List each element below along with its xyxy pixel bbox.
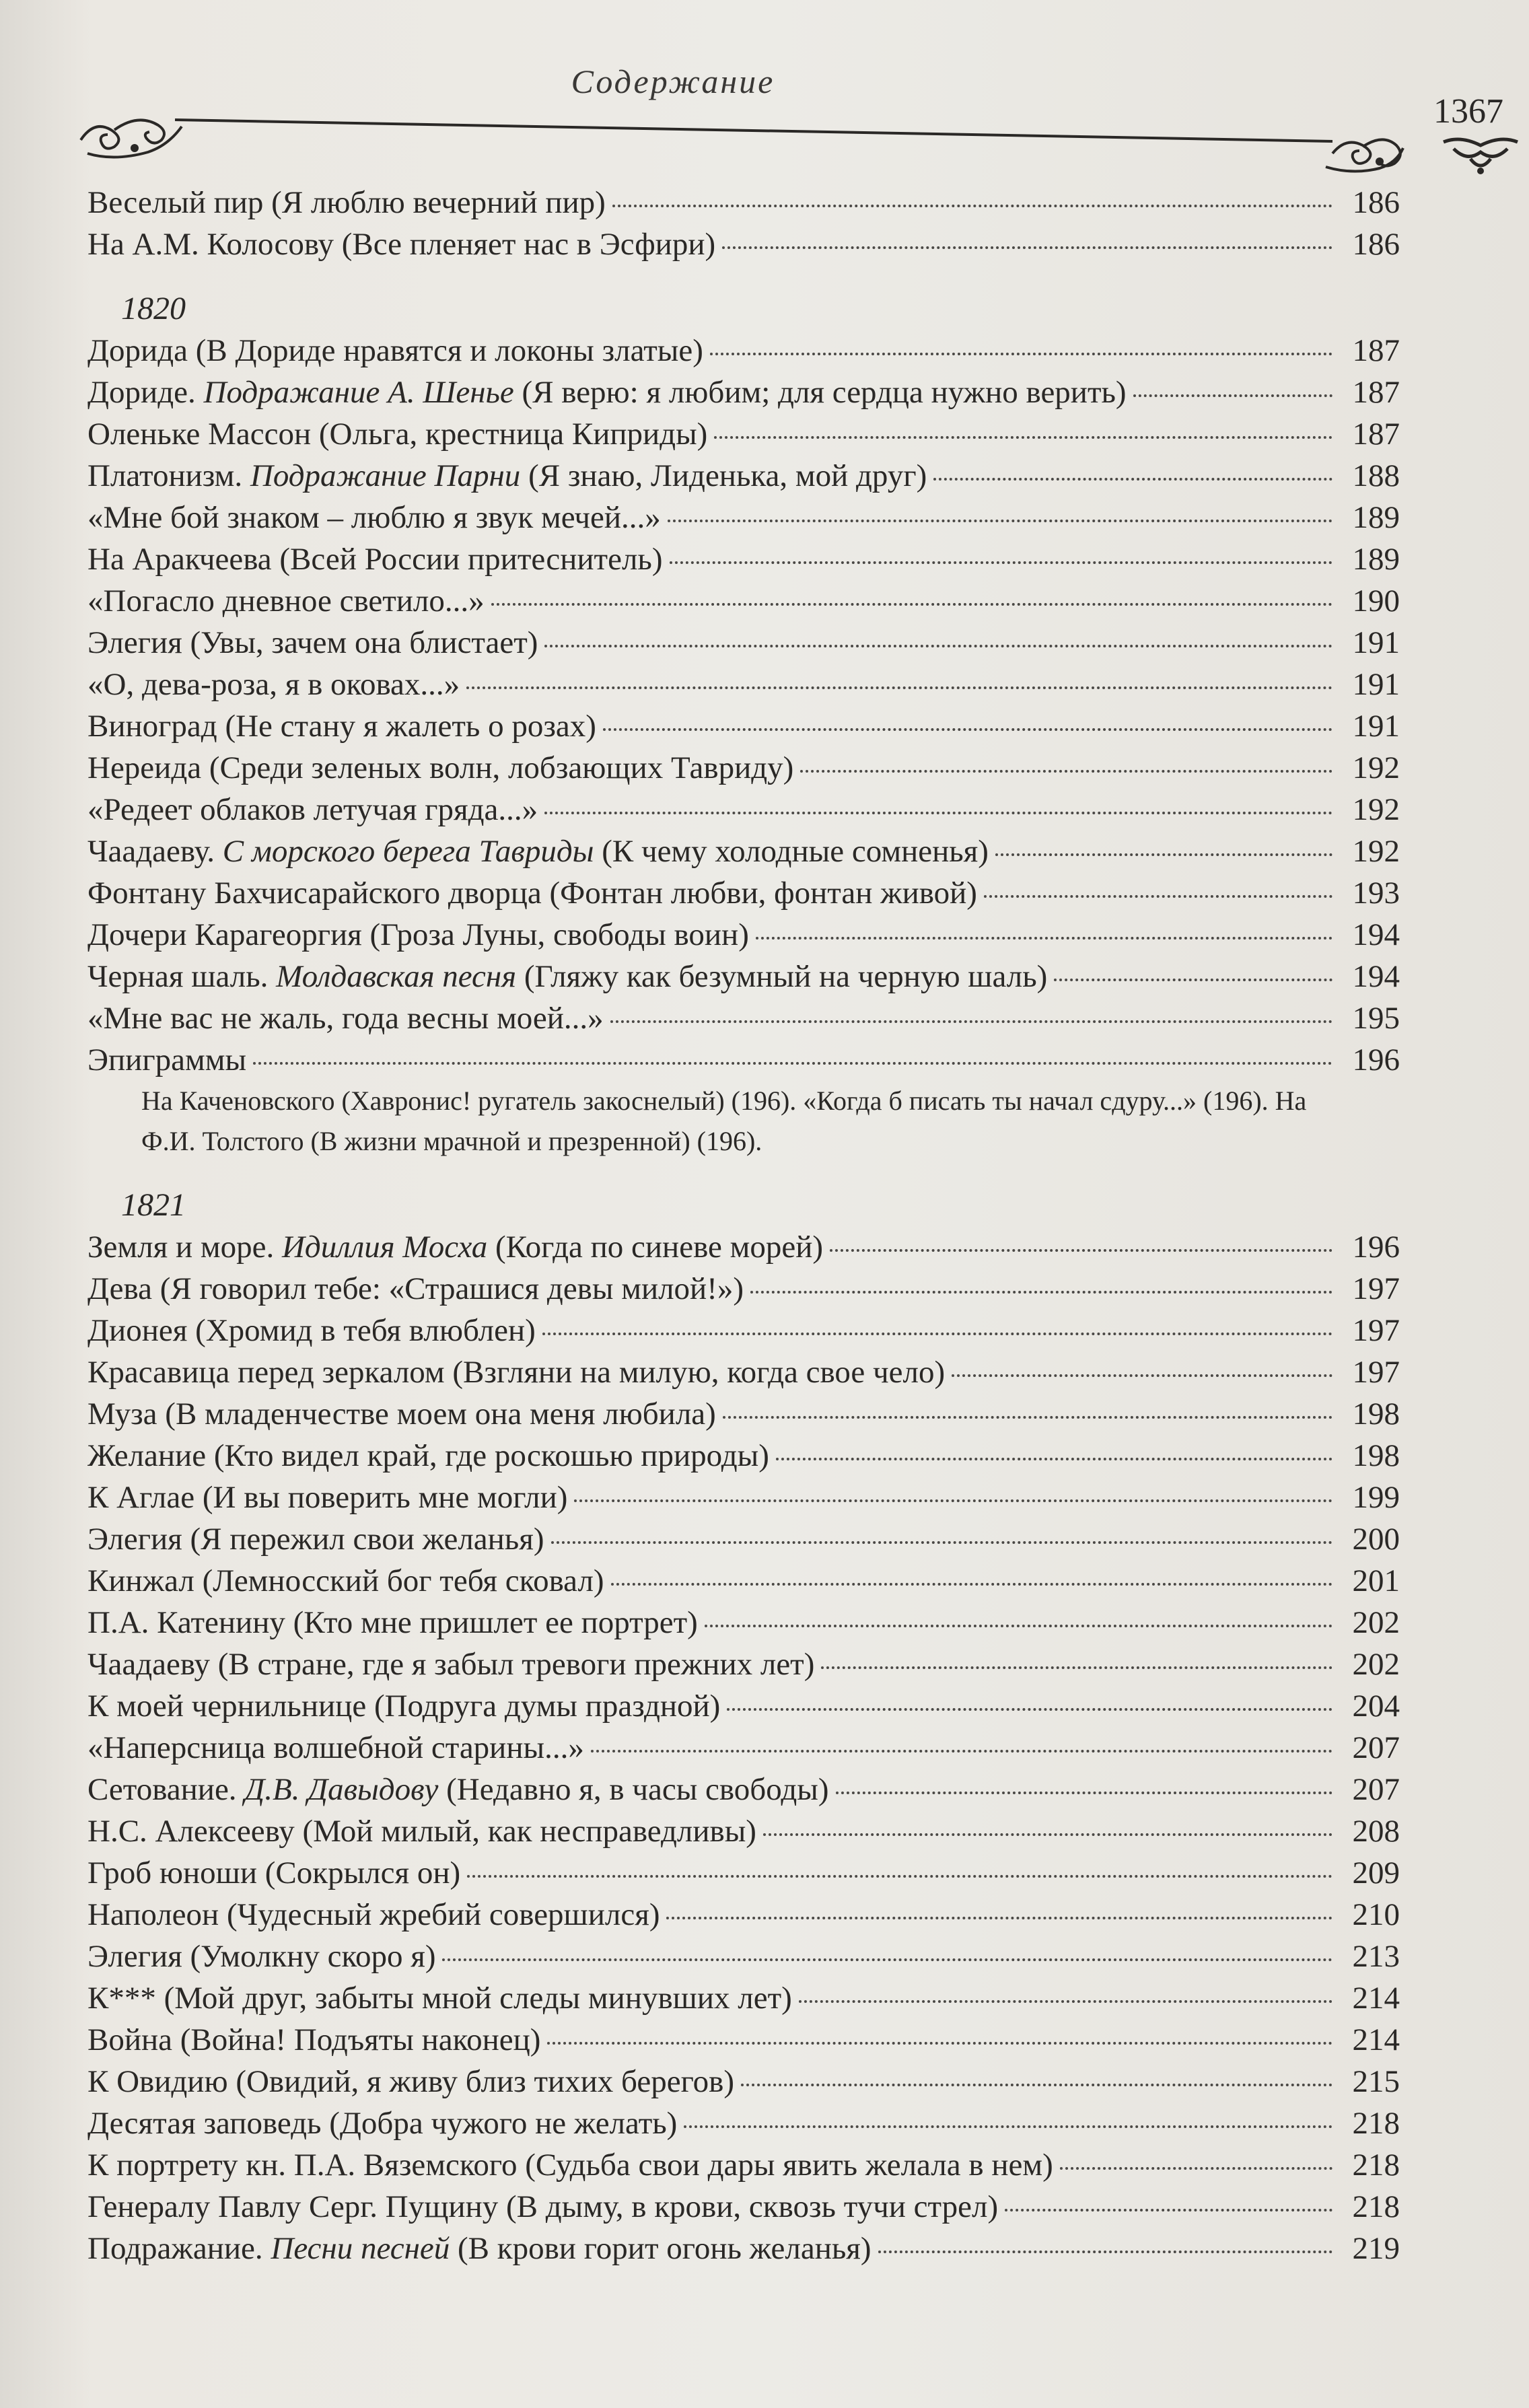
entry-name: К портрету кн. П.А. Вяземского — [87, 2148, 518, 2183]
dot-leader — [741, 2084, 1332, 2086]
dot-leader — [1054, 979, 1332, 981]
entry-page-number: 192 — [1352, 750, 1400, 785]
dot-leader — [836, 1792, 1333, 1794]
dot-leader — [933, 478, 1332, 481]
entry-page-number: 202 — [1352, 1647, 1400, 1682]
entry-page-number: 197 — [1352, 1355, 1400, 1390]
entry-page-number: 213 — [1352, 1939, 1400, 1974]
running-title: Содержание — [571, 63, 775, 100]
dot-leader — [542, 1333, 1332, 1335]
entry-first-line: (Война! Подъяты наконец) — [180, 2022, 541, 2057]
entry-name: Н.С. Алексееву — [87, 1814, 295, 1849]
dot-leader — [670, 561, 1332, 564]
entry-page-number: 218 — [1352, 2189, 1400, 2224]
entry-title — [87, 2228, 872, 2269]
entry-first-line: (Я пережил свои желанья) — [190, 1522, 544, 1557]
entry-first-line: (Среди зеленых волн, лобзающих Тавриду) — [209, 750, 794, 785]
entry-first-line: (Кто видел край, где роскошью природы) — [213, 1438, 769, 1473]
epigram-list-note: На Каченовского (Хавронис! ругатель закоснелый) (196). «Когда б писать ты начал сдуру...» (196). На Ф.И. Толстого (В жизни мрачной и презренной) (196). — [141, 1086, 1307, 1156]
dot-leader — [603, 728, 1332, 731]
entry-first-line: (Кто мне пришлет ее портрет) — [293, 1605, 698, 1640]
entry-title — [87, 223, 715, 265]
entry-title — [87, 2061, 734, 2102]
dot-leader — [574, 1499, 1332, 1502]
entry-title — [87, 872, 977, 914]
entry-title — [87, 1226, 823, 1268]
entry-page-number: 193 — [1352, 876, 1400, 911]
entry-first-line: (Ольга, крестница Киприды) — [318, 417, 708, 452]
entry-page-number: 192 — [1352, 792, 1400, 827]
entry-subtitle: Д.В. Давыдову — [244, 1772, 439, 1807]
entry-page-number: 196 — [1352, 1230, 1400, 1265]
toc-entry — [87, 223, 1400, 265]
entry-name: Дева — [87, 1271, 152, 1306]
section-year: 1821 — [121, 1187, 186, 1223]
entry-first-line: (Подруга думы праздной) — [374, 1689, 721, 1724]
toc-entry — [87, 330, 1400, 371]
entry-page-number: 187 — [1352, 417, 1400, 452]
entry-page-number: 208 — [1352, 1814, 1400, 1849]
entry-name: На А.М. Колосову — [87, 227, 334, 262]
entry-name: Наполеон — [87, 1897, 219, 1932]
toc-entry — [87, 413, 1400, 455]
entry-title — [87, 330, 703, 371]
entry-title — [87, 747, 793, 789]
entry-name: Элегия — [87, 1522, 182, 1557]
entry-page-number: 194 — [1352, 959, 1400, 994]
dot-leader — [799, 2000, 1332, 2003]
entry-title — [87, 830, 989, 872]
toc-entry — [87, 2186, 1400, 2228]
entry-title — [87, 1435, 769, 1477]
toc-entry — [87, 1894, 1400, 1936]
toc-entry — [87, 622, 1400, 664]
dot-leader — [551, 1541, 1332, 1544]
entry-first-line: (В младенчестве моем она меня любила) — [165, 1396, 716, 1431]
dot-leader — [776, 1458, 1332, 1460]
entry-name: Кинжал — [87, 1563, 194, 1598]
entry-page-number: 187 — [1352, 375, 1400, 410]
dot-leader — [952, 1374, 1332, 1377]
toc-entry — [87, 1685, 1400, 1727]
entry-page-number: 186 — [1352, 227, 1400, 262]
entry-first-line: (Фонтан любви, фонтан живой) — [549, 876, 977, 911]
toc-entry — [87, 1769, 1400, 1810]
table-of-contents — [87, 182, 1400, 2269]
entry-name: П.А. Катенину — [87, 1605, 285, 1640]
toc-entry — [87, 789, 1400, 830]
dot-leader — [544, 645, 1332, 647]
entry-first-line: (Сокрылся он) — [264, 1855, 461, 1890]
entry-name: К*** — [87, 1981, 156, 2016]
entry-title — [87, 413, 707, 455]
entry-name: Дочери Карагеоргия — [87, 917, 362, 952]
entry-first-line: (Всей России притеснитель) — [279, 542, 663, 577]
toc-entry — [87, 2144, 1400, 2186]
dot-leader — [253, 1062, 1332, 1065]
dot-leader — [684, 2125, 1332, 2128]
entry-page-number: 214 — [1352, 1981, 1400, 2016]
entry-page-number: 219 — [1352, 2231, 1400, 2266]
entry-name: Виноград — [87, 709, 217, 744]
entry-name: «Мне вас не жаль, года весны моей...» — [87, 1001, 604, 1036]
toc-entry — [87, 1977, 1400, 2019]
entry-name: Эпиграммы — [87, 1042, 247, 1077]
entry-page-number: 186 — [1352, 185, 1400, 220]
entry-first-line: (Я верю: я любим; для сердца нужно верить) — [522, 375, 1127, 410]
toc-entry — [87, 1435, 1400, 1477]
entry-name: Нереида — [87, 750, 202, 785]
dot-leader — [830, 1249, 1332, 1252]
toc-entry — [87, 1393, 1400, 1435]
entry-title — [87, 1894, 660, 1936]
toc-entry — [87, 182, 1400, 223]
entry-title — [87, 497, 661, 538]
toc-entry — [87, 1310, 1400, 1351]
entry-title — [87, 1685, 720, 1727]
entry-title — [87, 664, 460, 705]
dot-leader — [722, 246, 1332, 249]
entry-first-line: (Все пленяет нас в Эсфири) — [341, 227, 716, 262]
toc-entry — [87, 956, 1400, 997]
entry-name: Подражание. — [87, 2231, 263, 2266]
entry-title — [87, 1769, 829, 1810]
entry-title — [87, 997, 604, 1039]
dot-leader — [466, 686, 1332, 689]
entry-subtitle: Подражание Парни — [250, 458, 521, 493]
entry-title — [87, 789, 538, 830]
entry-name: Генералу Павлу Серг. Пущину — [87, 2189, 499, 2224]
entry-first-line: (Судьба свои дары явить желала в нем) — [525, 2148, 1053, 2183]
entry-name: Веселый пир — [87, 185, 264, 220]
header-rule-ornament — [74, 100, 1407, 180]
entry-name: Фонтану Бахчисарайского дворца — [87, 876, 542, 911]
toc-entry — [87, 580, 1400, 622]
toc-entry — [87, 1852, 1400, 1894]
entry-first-line: (Умолкну скоро я) — [190, 1939, 436, 1974]
entry-title — [87, 1810, 756, 1852]
entry-first-line: (Овидий, я живу близ тихих берегов) — [236, 2064, 735, 2099]
entry-page-number: 218 — [1352, 2106, 1400, 2141]
dot-leader — [442, 1958, 1332, 1961]
dot-leader — [756, 937, 1332, 940]
entry-first-line: (Увы, зачем она блистает) — [190, 625, 538, 660]
section-year: 1820 — [121, 291, 186, 326]
entry-title — [87, 705, 596, 747]
entry-page-number: 190 — [1352, 583, 1400, 618]
entry-page-number: 195 — [1352, 1001, 1400, 1036]
dot-leader — [714, 436, 1332, 439]
entry-title — [87, 2102, 677, 2144]
entry-title — [87, 580, 485, 622]
entry-name: На Аракчеева — [87, 542, 272, 577]
toc-entry — [87, 371, 1400, 413]
entry-page-number: 198 — [1352, 1438, 1400, 1473]
toc-entry — [87, 2102, 1400, 2144]
entry-first-line: (Взгляни на милую, когда свое чело) — [452, 1355, 946, 1390]
entry-name: Дионея — [87, 1313, 188, 1348]
dot-leader — [705, 1625, 1332, 1627]
entry-name: Элегия — [87, 1939, 182, 1974]
entry-title — [87, 1560, 604, 1602]
entry-name: К Аглае — [87, 1480, 195, 1515]
dot-leader — [723, 1416, 1332, 1419]
entry-title — [87, 2144, 1053, 2186]
entry-name: Оленьке Массон — [87, 417, 312, 452]
entry-name: «Наперсница волшебной старины...» — [87, 1730, 584, 1765]
entry-name: «О, дева-роза, я в оковах...» — [87, 667, 460, 702]
entry-title — [87, 2186, 998, 2228]
entry-page-number: 197 — [1352, 1271, 1400, 1306]
entry-name: Платонизм. — [87, 458, 243, 493]
entry-title — [87, 1393, 716, 1435]
entry-page-number: 189 — [1352, 500, 1400, 535]
entry-page-number: 202 — [1352, 1605, 1400, 1640]
entry-page-number: 194 — [1352, 917, 1400, 952]
entry-page-number: 201 — [1352, 1563, 1400, 1598]
entry-page-number: 199 — [1352, 1480, 1400, 1515]
entry-subtitle: С морского берега Тавриды — [222, 834, 594, 869]
entry-page-number: 209 — [1352, 1855, 1400, 1890]
entry-page-number: 191 — [1352, 625, 1400, 660]
entry-subtitle: Песни песней — [271, 2231, 450, 2266]
entry-first-line: (Когда по синеве морей) — [495, 1230, 823, 1265]
dot-leader — [710, 353, 1332, 355]
entry-name: Чаадаеву — [87, 1647, 210, 1682]
toc-entry — [87, 497, 1400, 538]
entry-first-line: (Я знаю, Лиденька, мой друг) — [528, 458, 927, 493]
entry-name: Желание — [87, 1438, 207, 1473]
entry-name: Чаадаеву. — [87, 834, 215, 869]
entry-name: «Редеет облаков летучая гряда...» — [87, 792, 538, 827]
entry-title — [87, 1977, 792, 2019]
dot-leader — [800, 770, 1332, 773]
entry-name: Десятая заповедь — [87, 2106, 322, 2141]
entry-page-number: 207 — [1352, 1772, 1400, 1807]
dot-leader — [544, 812, 1332, 814]
entry-first-line: (Чудесный жребий совершился) — [226, 1897, 660, 1932]
toc-entry — [87, 2019, 1400, 2061]
entry-page-number: 192 — [1352, 834, 1400, 869]
toc-entry — [87, 1351, 1400, 1393]
entry-title — [87, 1643, 814, 1685]
dot-leader — [821, 1666, 1332, 1669]
entry-first-line: (В Дориде нравятся и локоны златые) — [195, 333, 703, 368]
toc-entry — [87, 1268, 1400, 1310]
entry-first-line: (Недавно я, в часы свободы) — [446, 1772, 829, 1807]
entry-title — [87, 1310, 536, 1351]
entry-title — [87, 1602, 698, 1643]
toc-entry — [87, 1226, 1400, 1268]
entry-first-line: (Не стану я жалеть о розах) — [225, 709, 596, 744]
toc-entry — [87, 1039, 1400, 1081]
entry-name: Черная шаль. — [87, 959, 269, 994]
entry-name: Дорида — [87, 333, 188, 368]
entry-title — [87, 1351, 945, 1393]
toc-entry — [87, 538, 1400, 580]
entry-title — [87, 1268, 744, 1310]
dot-leader — [1060, 2167, 1332, 2170]
entry-subtitle: Идиллия Мосха — [281, 1230, 488, 1265]
entry-page-number: 200 — [1352, 1522, 1400, 1557]
dot-leader — [878, 2251, 1332, 2253]
entry-page-number: 196 — [1352, 1042, 1400, 1077]
page-number-ornament — [1440, 132, 1521, 179]
entry-first-line: (К чему холодные сомненья) — [602, 834, 989, 869]
toc-entry — [87, 1727, 1400, 1769]
entry-first-line: (Гроза Луны, свободы воин) — [369, 917, 749, 952]
entry-first-line: (Лемносский бог тебя сковал) — [202, 1563, 604, 1598]
entry-name: «Мне бой знаком – люблю я звук мечей...» — [87, 500, 661, 535]
dot-leader — [491, 603, 1332, 606]
entry-first-line: (В дыму, в крови, сквозь тучи стрел) — [505, 2189, 999, 2224]
entry-name: К Овидию — [87, 2064, 228, 2099]
entry-title — [87, 455, 927, 497]
entry-first-line: (Гляжу как безумный на черную шаль) — [524, 959, 1048, 994]
dot-leader — [727, 1708, 1332, 1711]
entry-name: Сетование. — [87, 1772, 237, 1807]
entry-name: Красавица перед зеркалом — [87, 1355, 445, 1390]
entry-subtitle: Подражание А. Шенье — [203, 375, 514, 410]
entry-first-line: (Я люблю вечерний пир) — [271, 185, 606, 220]
dot-leader — [668, 520, 1332, 522]
entry-title — [87, 1039, 246, 1081]
toc-entry — [87, 1936, 1400, 1977]
dot-leader — [750, 1291, 1332, 1294]
entry-first-line: (В стране, где я забыл тревоги прежних лет) — [217, 1647, 815, 1682]
toc-entry — [87, 1602, 1400, 1643]
entry-page-number: 204 — [1352, 1689, 1400, 1724]
dot-leader — [611, 1583, 1332, 1586]
entry-title — [87, 182, 606, 223]
entry-title — [87, 956, 1047, 997]
toc-entry — [87, 997, 1400, 1039]
page-number: 1367 — [1433, 92, 1503, 131]
toc-entry — [87, 664, 1400, 705]
entry-page-number: 191 — [1352, 709, 1400, 744]
entry-title — [87, 1477, 567, 1518]
entry-page-number: 198 — [1352, 1396, 1400, 1431]
entry-first-line: (Добра чужого не желать) — [329, 2106, 678, 2141]
dot-leader — [995, 853, 1332, 856]
entry-title — [87, 622, 538, 664]
dot-leader — [763, 1833, 1332, 1836]
dot-leader — [666, 1917, 1332, 1919]
entry-name: Элегия — [87, 625, 182, 660]
toc-entry — [87, 872, 1400, 914]
entry-title — [87, 914, 749, 956]
entry-title — [87, 1727, 584, 1769]
toc-entry — [87, 1643, 1400, 1685]
dot-leader — [1005, 2209, 1332, 2211]
entry-first-line: (Мой милый, как несправедливы) — [302, 1814, 756, 1849]
toc-entry — [87, 1810, 1400, 1852]
dot-leader — [547, 2042, 1332, 2045]
entry-page-number: 197 — [1352, 1313, 1400, 1348]
entry-title — [87, 2019, 540, 2061]
entry-title — [87, 1852, 460, 1894]
entry-page-number: 210 — [1352, 1897, 1400, 1932]
toc-entry — [87, 830, 1400, 872]
dot-leader — [467, 1875, 1332, 1878]
entry-first-line: (Хромид в тебя влюблен) — [195, 1313, 536, 1348]
toc-entry — [87, 1518, 1400, 1560]
toc-entry — [87, 1477, 1400, 1518]
dot-leader — [610, 1020, 1332, 1023]
dot-leader — [612, 205, 1332, 207]
entry-page-number: 207 — [1352, 1730, 1400, 1765]
dot-leader — [984, 895, 1332, 898]
dot-leader — [1133, 394, 1332, 397]
entry-name: Война — [87, 2022, 173, 2057]
toc-entry — [87, 914, 1400, 956]
entry-first-line: (И вы поверить мне могли) — [202, 1480, 568, 1515]
entry-subtitle: Молдавская песня — [276, 959, 517, 994]
entry-page-number: 214 — [1352, 2022, 1400, 2057]
entry-page-number: 187 — [1352, 333, 1400, 368]
entry-page-number: 215 — [1352, 2064, 1400, 2099]
toc-entry — [87, 1560, 1400, 1602]
entry-page-number: 218 — [1352, 2148, 1400, 2183]
entry-name: «Погасло дневное светило...» — [87, 583, 485, 618]
entry-title — [87, 371, 1127, 413]
entry-name: Муза — [87, 1396, 157, 1431]
entry-name: Дориде. — [87, 375, 196, 410]
entry-title — [87, 1518, 544, 1560]
entry-first-line: (В крови горит огонь желанья) — [458, 2231, 872, 2266]
entry-title — [87, 538, 663, 580]
entry-first-line: (Я говорил тебе: «Страшися девы милой!») — [159, 1271, 744, 1306]
toc-entry — [87, 455, 1400, 497]
toc-entry — [87, 2228, 1400, 2269]
entry-name: Гроб юноши — [87, 1855, 257, 1890]
toc-entry — [87, 2061, 1400, 2102]
entry-first-line: (Мой друг, забыты мной следы минувших лет) — [164, 1981, 792, 2016]
dot-leader — [591, 1750, 1332, 1752]
entry-page-number: 191 — [1352, 667, 1400, 702]
entry-page-number: 188 — [1352, 458, 1400, 493]
toc-entry — [87, 747, 1400, 789]
entry-name: К моей чернильнице — [87, 1689, 367, 1724]
entry-name: Земля и море. — [87, 1230, 275, 1265]
entry-page-number: 189 — [1352, 542, 1400, 577]
toc-entry — [87, 705, 1400, 747]
entry-title — [87, 1936, 435, 1977]
